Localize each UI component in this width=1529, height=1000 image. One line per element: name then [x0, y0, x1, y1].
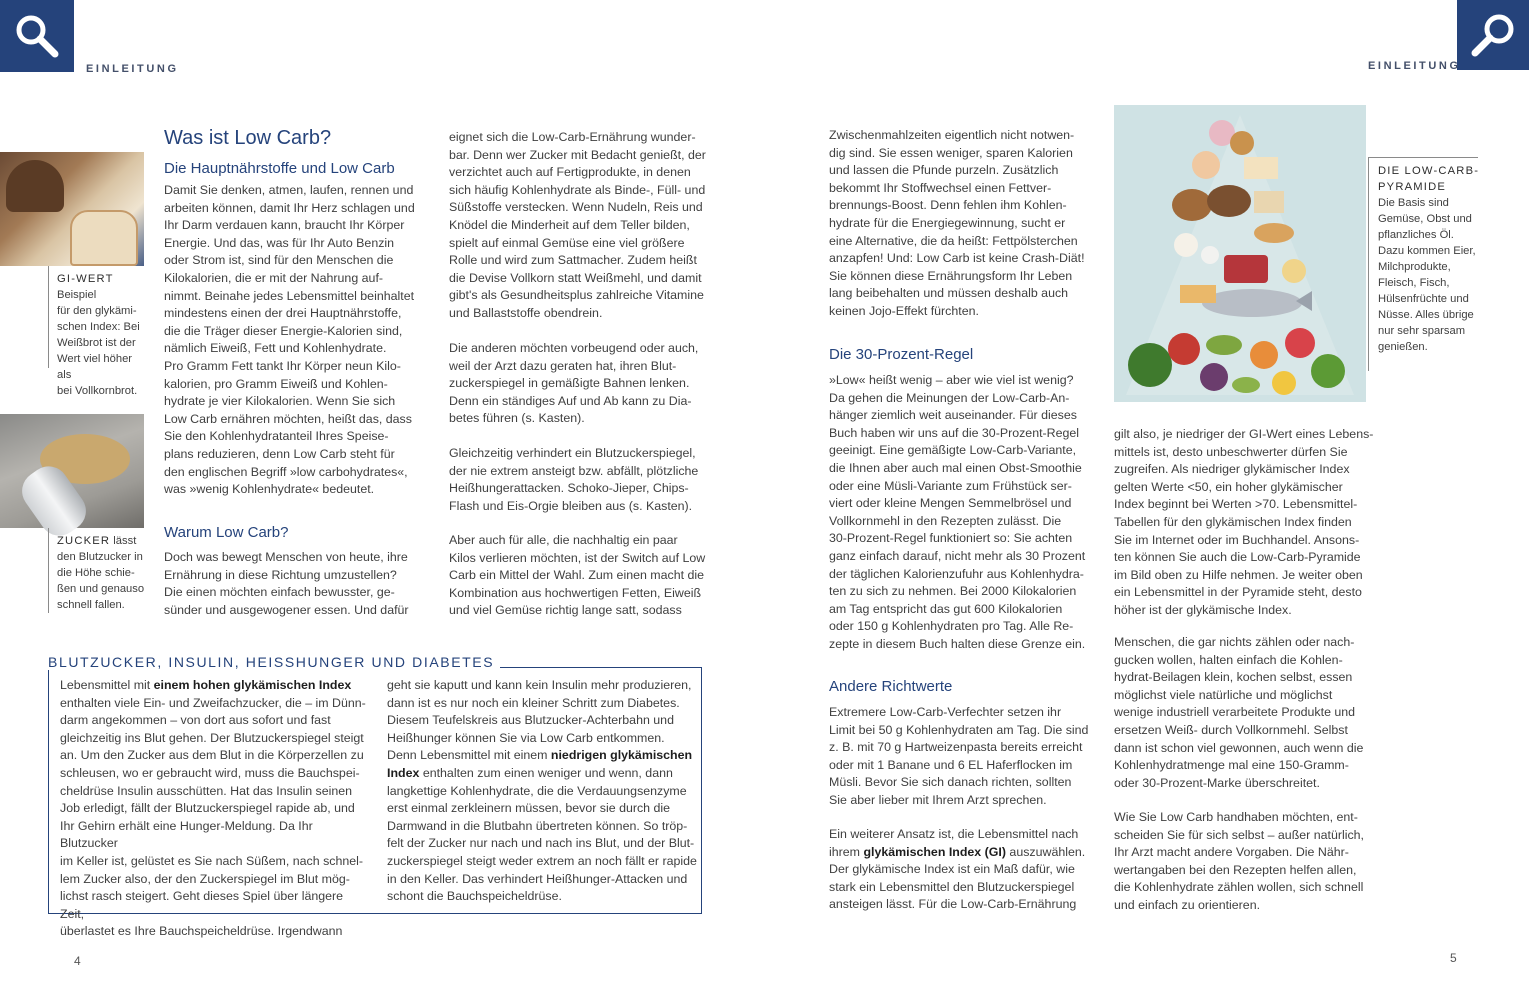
box-text — [60, 677, 370, 941]
box-text-part: Lebensmittel mit — [60, 678, 154, 692]
caption-rule — [1368, 157, 1478, 158]
chapter-label-right: EINLEITUNG — [1368, 60, 1461, 72]
caption-label: GI-WERT — [57, 273, 114, 285]
body-text: Damit Sie denken, atmen, laufen, rennen und arbeiten können, damit Ihr Herz schlagen und Ihr Darm verdauen kann, braucht Ihr Körper Energie. Und das, was für Ihr Auto Benzin oder Strom ist, sind für den Menschen die Kilokalorien, die er mit der Nahrung auf- nimmt. Beinahe jedes Lebensmittel beinhaltet mindestens einen der drei Hauptnährstoffe, die die Träger dieser Energie-Kalorien sind, nämlich Eiweiß, Fett und Kohlenhydrate. Pro Gramm Fett tankt Ihr Körper neun Kilo- kalorien, pro Gramm Eiweiß und Kohlen- hydrate je vier Kilokalorien. Wenn Sie sich Low Carb ernähren möchten, heißt das, dass Sie den Kohlenhydratanteil Ihres Speise- plans reduzieren, denn Low Carb steht für den englischen Begriff »low carbohydrates«, was »wenig Kohlenhydrate« bedeutet. — [164, 183, 415, 497]
caption-text: Beispiel für den glykämi- schen Index: Bei Weißbrot ist der Wert viel höher als bei Vollkornbrot. — [57, 289, 140, 397]
caption-gi-wert — [57, 271, 149, 399]
food-pyramid-illustration — [1114, 105, 1366, 402]
pyramid-photo — [1114, 105, 1366, 402]
text-part: Ein weiterer Ansatz ist, die Lebensmittel nach ihrem — [829, 827, 1079, 859]
box-title: BLUTZUCKER, INSULIN, HEISSHUNGER UND DIABETES — [48, 654, 500, 670]
box-text-part: geht sie kaputt und kann kein Insulin mehr produzieren, dann ist es nur noch ein kleiner Schritt zum Diabetes. Diesem Teufelskreis aus Blutzucker-Achterbahn und Heißhunger können Sie via Low Carb entkommen. Denn Lebensmittel mit einem — [387, 678, 692, 763]
body-text: Die anderen möchten vorbeugend oder auch, weil der Arzt dazu geraten hat, ihren Blut- zuckerspiegel in gemäßigte Bahnen lenken. Denn ein ständiges Auf und Ab kann zu Dia- betes führen (s. Kasten). — [449, 341, 699, 426]
box-text-part: enthalten zum einen weniger und wenn, dann langkettige Kohlenhydrate, die die Verdauungsenzyme erst einmal zerkleinern müssen, bevor sie durch die Darmwand in die Blutbahn übertreten können. So tröp- felt der Zucker nur nach und nach ins Blut, und der Blut- zuckerspiegel steigt weder extrem an noch fällt er rapide in den Keller. Das verhindert Heißhunger-Attacken und schont die Bauchspeicheldrüse. — [387, 765, 697, 904]
caption-pyramide — [1378, 163, 1488, 355]
body-text: »Low« heißt wenig – aber wie viel ist wenig? Da gehen die Meinungen der Low-Carb-An- hänger ziemlich weit auseinander. Für dieses Buch haben wir uns auf die 30-Prozent-Regel geeinigt. Eine gemäßigte Low-Carb-Variante, die Ihnen aber auch mal einen Obst-Smoothie oder eine Müsli-Variante zum Frühstück ser- viert oder kleine Mengen Semmelbrösel und Vollkornmehl in den Rezepten zulässt. Die 30-Prozent-Regel funktioniert so: Sie achten ganz einfach darauf, nicht mehr als 30 Prozent der täglichen Kalorienzufuhr aus Kohlenhydra- ten zu sich zu nehmen. Bei 2000 Kilokalorien am Tag entspricht das gut 600 Kilokalorien oder 150 g Kohlenhydraten pro Tag. Alle Re- zepte in diesem Buch halten diese Grenze ein. — [829, 373, 1086, 651]
text-bold: glykämischen Index (GI) — [863, 844, 1006, 859]
body-text: Aber auch für alle, die nachhaltig ein paar Kilos verlieren möchten, ist der Switch auf Low Carb ein Mittel der Wahl. Zum einen macht die Kombination aus hochwertigen Fetten, Eiweiß und viel Gemüse richtig lange satt, sodass — [449, 533, 706, 618]
section-heading: Die Hauptnährstoffe und Low Carb — [164, 160, 395, 177]
section-heading: Warum Low Carb? — [164, 524, 289, 541]
text-part: auszuwählen. Der glykämische Index ist ein Maß dafür, wie stark ein Lebensmittel den Blutzuckerspiegel ansteigen lässt. Für die Low-Carb-Ernährung — [829, 844, 1086, 912]
body-text: Extremere Low-Carb-Verfechter setzen ihr Limit bei 50 g Kohlenhydraten am Tag. Die sind z. B. mit 70 g Hartweizenpasta bereits erreicht oder mit 1 Banane und 6 EL Haferflocken im Müsli. Bevor Sie sich danach richten, sollten Sie aber lieber mit Ihrem Arzt sprechen. — [829, 705, 1089, 807]
search-tab-right[interactable] — [1457, 0, 1529, 70]
caption-text: Die Basis sind Gemüse, Obst und pflanzliches Öl. Dazu kommen Eier, Milchprodukte, Fleisch, Fisch, Hülsenfrüchte und Nüsse. Alles übrige nur sehr sparsam genießen. — [1378, 197, 1476, 353]
body-text: Wie Sie Low Carb handhaben möchten, ent- scheiden Sie für sich selbst – außer natürlich, Ihr Arzt macht andere Vorgaben. Die Nähr- wertangaben bei den Rezepten helfen allen, die Kohlenhydrate zählen wollen, sich schnell und einfach zu orientieren. — [1114, 810, 1365, 912]
caption-rule — [1368, 157, 1369, 371]
page-number-right: 5 — [1450, 951, 1457, 965]
page-title: Was ist Low Carb? — [164, 127, 332, 149]
box-text-part: enthalten viele Ein- und Zweifachzucker, die – im Dünn- darm angekommen – von dort aus sofort und fast gleichzeitig ins Blut gehen. Der Blutzuckerspiegel steigt an. Um den Zucker aus dem Blut in die Körperzellen zu schleusen, wo er gebraucht wird, muss die Bauchspei- cheldrüse Insulin ausschütten. Hat das Insulin seinen Job erledigt, fällt der Blutzuckerspiegel rapide ab, und Ihr Gehirn erhält eine Hunger-Meldung. Da Ihr Blutzucker im Keller ist, gelüstet es Sie nach Süßem, nach schnel- lem Zucker also, der den Zuckerspiegel im Blut mög- lichst rasch steigert. Geht dieses Spiel über längere Zeit, überlastet es Ihre Bauchspeicheldrüse. Irgendwann — [60, 695, 366, 939]
magnifier-icon — [1465, 7, 1521, 63]
box-text-bold: einem hohen glykämischen Index — [153, 678, 352, 692]
page-number-left: 4 — [74, 954, 81, 968]
body-text: Gleichzeitig verhindert ein Blutzuckerspiegel, der nie extrem ansteigt bzw. abfällt, plötzliche Heißhungerattacken. Schoko-Jieper, Chips- Flash und Eis-Orgie bleiben aus (s. Kasten). — [449, 446, 699, 513]
caption-text: lässt den Blutzucker in die Höhe schie- ßen und genauso schnell fallen. — [57, 535, 145, 611]
section-heading: Die 30-Prozent-Regel — [829, 346, 974, 363]
body-text: Doch was bewegt Menschen von heute, ihre Ernährung in diese Richtung umzustellen? Die einen möchten einfach bewusster, ge- sünder und ausgewogener essen. Und dafür — [164, 550, 409, 617]
chapter-label-left: EINLEITUNG — [86, 63, 179, 75]
section-heading: Andere Richtwerte — [829, 678, 953, 695]
caption-label: ZUCKER — [57, 535, 111, 547]
white-bread — [70, 210, 138, 266]
caption-rule — [48, 528, 49, 613]
body-text: gilt also, je niedriger der GI-Wert eines Lebens- mittels ist, desto unbeschwerter dürfen Sie zugreifen. Als niedriger glykämischer Index gelten Werte <50, ein hoher glykämischer Index beginnt bei Werten >70. Lebensmittel- Tabellen für den glykämischen Index finden Sie im Internet oder im Buchhandel. Ansons- ten können Sie auch die Low-Carb-Pyramide im Bild oben zu Hilfe nehmen. Je weiter oben ein Lebensmittel in der Pyramide steht, desto höher ist der glykämische Index. — [1114, 427, 1374, 617]
body-text: Zwischenmahlzeiten eigentlich nicht notwen- dig sind. Sie essen weniger, sparen Kalorien und lassen die Pfunde purzeln. Zusätzlich bekommt Ihr Stoffwechsel einen Fettver- brennungs-Boost. Denn fehlen ihm Kohlen- hydrate für die Energiegewinnung, sucht er eine Alternative, die da heißt: Fettpölsterchen anzapfen! Und: Low Carb ist keine Crash-Diät! Sie können diese Ernährungsform Ihr Leben lang beibehalten und müssen deshalb auch keinen Jojo-Effekt fürchten. — [829, 128, 1085, 318]
caption-rule — [48, 266, 49, 368]
bread-photo — [0, 152, 144, 266]
body-text: Menschen, die gar nichts zählen oder nach- gucken wollen, halten einfach die Kohlen- hydrat-Beilagen klein, kochen selbst, essen möglichst viele natürliche und möglichst wenige industriell verarbeitete Produkte und ersetzen Weiß- durch Vollkornmehl. Selbst dann ist schon viel gewonnen, auch wenn die Kohlenhydratmenge mal eine 150-Gramm- oder 30-Prozent-Marke überschreitet. — [1114, 635, 1364, 790]
body-text: eignet sich die Low-Carb-Ernährung wunder- bar. Denn wer Zucker mit Bedacht genießt, der verzichtet auch auf Fertigprodukte, in denen sich häufig Kohlenhydrate als Binde-, Füll- und Süßstoffe verstecken. Wenn Nudeln, Reis und Knödel die Minderheit auf dem Teller bilden, spielt auf einmal Gemüse eine viel größere Rolle und wird zum Sattmacher. Zudem heißt die Devise Vollkorn statt Weißmehl, und damit gibt's als Gesundheitsplus zahlreiche Vitamine und Ballaststoffe obendrein. — [449, 130, 706, 320]
magnifier-icon — [9, 8, 65, 64]
wholegrain-bread — [6, 160, 64, 212]
body-text — [829, 826, 1093, 914]
sugar-photo — [0, 414, 144, 528]
caption-label: DIE LOW-CARB- PYRAMIDE — [1378, 165, 1480, 193]
box-text — [387, 677, 697, 906]
caption-zucker — [57, 533, 149, 613]
box-text-bold: niedrigen glykämischen Index — [387, 748, 693, 780]
search-tab-left[interactable] — [0, 0, 74, 72]
